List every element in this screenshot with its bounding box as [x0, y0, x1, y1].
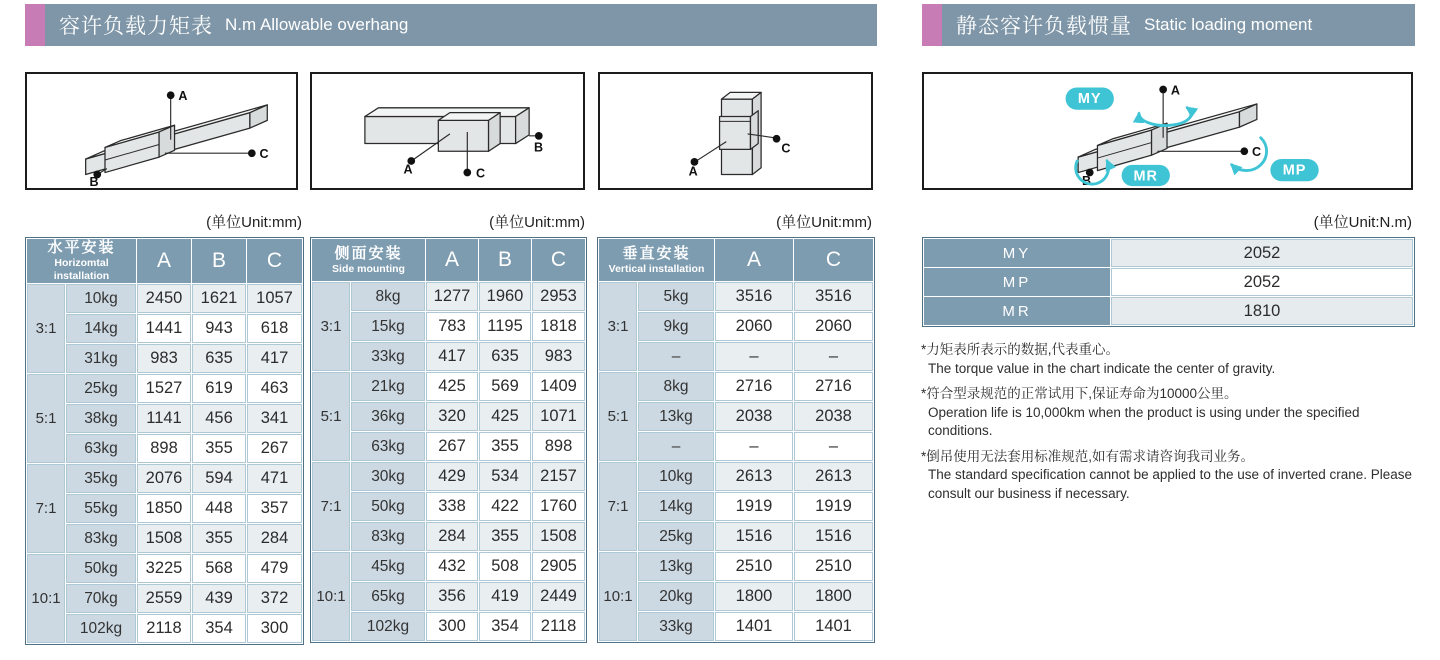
- moment-label-cell: MY: [924, 239, 1110, 267]
- load-cell: 33kg: [638, 612, 714, 641]
- value-cell: 422: [479, 492, 531, 521]
- load-cell: 55kg: [66, 494, 136, 523]
- load-cell: 10kg: [66, 284, 136, 313]
- ratio-cell: 10:1: [599, 552, 637, 641]
- value-cell: –: [715, 342, 793, 371]
- load-cell: 63kg: [66, 434, 136, 463]
- value-cell: 534: [479, 462, 531, 491]
- column-header-c: C: [247, 239, 302, 283]
- load-cell: 21kg: [351, 372, 425, 401]
- value-cell: 2716: [794, 372, 873, 401]
- table-row: [599, 612, 873, 641]
- axis-label-a: A: [688, 164, 698, 179]
- right-header-title-zh: 静态容许负载惯量: [956, 15, 1132, 38]
- value-cell: 1516: [715, 522, 793, 551]
- header-accent-block: [922, 4, 942, 46]
- table-row: [27, 584, 302, 613]
- table-row: [27, 554, 302, 583]
- axis-label-a: A: [178, 89, 188, 104]
- value-cell: 1277: [426, 282, 478, 311]
- moment-rail-illustration: [924, 74, 1411, 188]
- value-cell: 355: [479, 432, 531, 461]
- table-row: [599, 492, 873, 521]
- value-cell: 372: [247, 584, 302, 613]
- ratio-cell: 3:1: [599, 282, 637, 371]
- load-cell: 14kg: [66, 314, 136, 343]
- value-cell: 2559: [137, 584, 191, 613]
- axis-label-b: B: [533, 140, 544, 155]
- value-cell: 355: [192, 434, 246, 463]
- load-cell: 14kg: [638, 492, 714, 521]
- value-cell: 429: [426, 462, 478, 491]
- load-cell: 9kg: [638, 312, 714, 341]
- column-header-b: B: [192, 239, 246, 283]
- value-cell: 2038: [715, 402, 793, 431]
- value-cell: 943: [192, 314, 246, 343]
- value-cell: 471: [247, 464, 302, 493]
- value-cell: 635: [479, 342, 531, 371]
- load-cell: 50kg: [66, 554, 136, 583]
- value-cell: 456: [192, 404, 246, 433]
- value-cell: 320: [426, 402, 478, 431]
- moment-label-cell: MP: [924, 268, 1110, 296]
- value-cell: 419: [479, 582, 531, 611]
- value-cell: 898: [532, 432, 585, 461]
- ratio-cell: 10:1: [27, 554, 65, 643]
- load-cell: 30kg: [351, 462, 425, 491]
- load-cell: 8kg: [351, 282, 425, 311]
- load-cell: 10kg: [638, 462, 714, 491]
- ratio-cell: 10:1: [312, 552, 350, 641]
- value-cell: 448: [192, 494, 246, 523]
- load-cell: 102kg: [351, 612, 425, 641]
- table-row: [599, 282, 873, 311]
- value-cell: 1960: [479, 282, 531, 311]
- table-row: [312, 582, 585, 611]
- load-cell: 13kg: [638, 402, 714, 431]
- value-cell: 3225: [137, 554, 191, 583]
- table-title-en: Side mounting: [332, 262, 405, 275]
- footnotes: [921, 341, 1427, 510]
- footnote-zh: *符合型录规范的正常试用下,保证寿命为10000公里。: [921, 386, 1238, 401]
- value-cell: –: [794, 432, 873, 461]
- value-cell: 1800: [715, 582, 793, 611]
- right-header-title-en: Static loading moment: [1144, 15, 1313, 34]
- column-header-c: C: [794, 239, 873, 281]
- table-row: [599, 342, 873, 371]
- table-row: [312, 612, 585, 641]
- value-cell: 635: [192, 344, 246, 373]
- column-header-a: A: [426, 239, 478, 281]
- value-cell: 1919: [794, 492, 873, 521]
- ratio-cell: 7:1: [599, 462, 637, 551]
- table-title-zh: 垂直安装: [622, 244, 691, 262]
- table-row: [312, 342, 585, 371]
- value-cell: 2450: [137, 284, 191, 313]
- table-title-zh: 侧面安装: [334, 244, 403, 262]
- value-cell: 508: [479, 552, 531, 581]
- table-title-en: Vertical installation: [608, 262, 705, 275]
- horizontal-installation-table: [25, 237, 304, 645]
- right-section-header: [922, 4, 1415, 46]
- value-cell: 618: [247, 314, 302, 343]
- value-cell: 983: [137, 344, 191, 373]
- mr-pill-label: MR: [1133, 168, 1158, 185]
- side-rail-illustration: [312, 74, 583, 188]
- unit-label-horizontal: (单位Unit:mm): [206, 214, 302, 231]
- moment-value-cell: 2052: [1111, 268, 1413, 296]
- load-cell: 83kg: [351, 522, 425, 551]
- value-cell: 356: [426, 582, 478, 611]
- unit-label-vertical: (单位Unit:mm): [776, 214, 872, 231]
- load-cell: 25kg: [66, 374, 136, 403]
- moment-label-cell: MR: [924, 297, 1110, 325]
- table-row: [27, 614, 302, 643]
- value-cell: 1516: [794, 522, 873, 551]
- footnote-en: The torque value in the chart indicate the center of gravity.: [928, 360, 1276, 376]
- value-cell: 1401: [794, 612, 873, 641]
- unit-label-side: (单位Unit:mm): [489, 214, 585, 231]
- value-cell: 2038: [794, 402, 873, 431]
- value-cell: 1508: [532, 522, 585, 551]
- load-cell: 15kg: [351, 312, 425, 341]
- value-cell: 2060: [794, 312, 873, 341]
- table-row: [599, 312, 873, 341]
- value-cell: 354: [479, 612, 531, 641]
- table-row: [27, 374, 302, 403]
- diagram-static-moment: [922, 72, 1413, 190]
- value-cell: 2716: [715, 372, 793, 401]
- table-header-row: [27, 239, 302, 283]
- table-header-row: [599, 239, 873, 281]
- load-cell: 8kg: [638, 372, 714, 401]
- value-cell: 2953: [532, 282, 585, 311]
- table-row: [312, 402, 585, 431]
- footnote: [921, 341, 1427, 378]
- ratio-cell: 7:1: [312, 462, 350, 551]
- value-cell: 1057: [247, 284, 302, 313]
- ratio-cell: 5:1: [599, 372, 637, 461]
- table-row: [312, 312, 585, 341]
- footnote-en: Operation life is 10,000km when the product is using under the specified conditions.: [928, 404, 1360, 438]
- vertical-rail-illustration: [600, 74, 871, 188]
- load-cell: 65kg: [351, 582, 425, 611]
- table-row: [312, 372, 585, 401]
- table-row: [27, 464, 302, 493]
- value-cell: 463: [247, 374, 302, 403]
- value-cell: 1621: [192, 284, 246, 313]
- value-cell: 284: [247, 524, 302, 553]
- table-row: [312, 282, 585, 311]
- load-cell: 5kg: [638, 282, 714, 311]
- load-cell: 38kg: [66, 404, 136, 433]
- value-cell: 983: [532, 342, 585, 371]
- value-cell: 2157: [532, 462, 585, 491]
- value-cell: 3516: [715, 282, 793, 311]
- footnote: [921, 385, 1427, 441]
- value-cell: 1409: [532, 372, 585, 401]
- table-row: [599, 432, 873, 461]
- left-header-title-zh: 容许负载力矩表: [59, 15, 213, 38]
- table-row: [312, 462, 585, 491]
- value-cell: 1195: [479, 312, 531, 341]
- value-cell: 355: [192, 524, 246, 553]
- value-cell: –: [794, 342, 873, 371]
- axis-label-a: A: [1170, 83, 1180, 98]
- load-cell: 70kg: [66, 584, 136, 613]
- table-row: [924, 239, 1413, 267]
- axis-label-a: A: [403, 162, 413, 177]
- value-cell: 357: [247, 494, 302, 523]
- column-header-a: A: [715, 239, 793, 281]
- axis-label-c: C: [1252, 145, 1262, 160]
- value-cell: 439: [192, 584, 246, 613]
- value-cell: 1800: [794, 582, 873, 611]
- left-header-title-en: N.m Allowable overhang: [225, 15, 409, 34]
- value-cell: 2076: [137, 464, 191, 493]
- load-cell: 20kg: [638, 582, 714, 611]
- value-cell: 341: [247, 404, 302, 433]
- load-cell: –: [638, 432, 714, 461]
- load-cell: 63kg: [351, 432, 425, 461]
- table-row: [599, 372, 873, 401]
- header-accent-block: [25, 4, 45, 46]
- ratio-cell: 7:1: [27, 464, 65, 553]
- ratio-cell: 3:1: [312, 282, 350, 371]
- static-loading-moment-table: [922, 237, 1415, 327]
- load-cell: 36kg: [351, 402, 425, 431]
- footnote: [921, 448, 1427, 504]
- load-cell: 13kg: [638, 552, 714, 581]
- table-title-cell: [599, 239, 714, 281]
- value-cell: 3516: [794, 282, 873, 311]
- table-row: [27, 404, 302, 433]
- value-cell: 1401: [715, 612, 793, 641]
- axis-label-b: B: [89, 175, 99, 188]
- axis-label-c: C: [259, 147, 269, 162]
- value-cell: 1071: [532, 402, 585, 431]
- value-cell: 432: [426, 552, 478, 581]
- table-row: [312, 522, 585, 551]
- table-row: [924, 268, 1413, 296]
- ratio-cell: 5:1: [27, 374, 65, 463]
- table-title-en: Horizomtal installation: [53, 257, 110, 282]
- table-row: [27, 314, 302, 343]
- load-cell: 25kg: [638, 522, 714, 551]
- value-cell: 568: [192, 554, 246, 583]
- axis-label-b: B: [1082, 174, 1092, 188]
- value-cell: 300: [426, 612, 478, 641]
- table-row: [599, 462, 873, 491]
- value-cell: 425: [426, 372, 478, 401]
- table-row: [599, 582, 873, 611]
- value-cell: 425: [479, 402, 531, 431]
- load-cell: 35kg: [66, 464, 136, 493]
- value-cell: 594: [192, 464, 246, 493]
- value-cell: 354: [192, 614, 246, 643]
- value-cell: 417: [247, 344, 302, 373]
- my-pill-label: MY: [1077, 90, 1102, 107]
- side-mounting-table: [310, 237, 587, 643]
- load-cell: 33kg: [351, 342, 425, 371]
- value-cell: 569: [479, 372, 531, 401]
- value-cell: 1141: [137, 404, 191, 433]
- vertical-installation-table: [597, 237, 875, 643]
- value-cell: 1527: [137, 374, 191, 403]
- axis-label-c: C: [476, 166, 486, 181]
- table-row: [312, 432, 585, 461]
- value-cell: 783: [426, 312, 478, 341]
- load-cell: –: [638, 342, 714, 371]
- ratio-cell: 3:1: [27, 284, 65, 373]
- value-cell: 338: [426, 492, 478, 521]
- value-cell: 2060: [715, 312, 793, 341]
- table-row: [27, 494, 302, 523]
- table-row: [312, 552, 585, 581]
- moment-value-cell: 2052: [1111, 239, 1413, 267]
- value-cell: 300: [247, 614, 302, 643]
- value-cell: 355: [479, 522, 531, 551]
- value-cell: 2118: [532, 612, 585, 641]
- value-cell: 2613: [794, 462, 873, 491]
- axis-label-c: C: [781, 141, 791, 156]
- value-cell: 267: [247, 434, 302, 463]
- load-cell: 50kg: [351, 492, 425, 521]
- ratio-cell: 5:1: [312, 372, 350, 461]
- diagram-vertical-installation: [598, 72, 873, 190]
- value-cell: 1919: [715, 492, 793, 521]
- footnote-en: The standard specification cannot be applied to the use of inverted crane. Please consult our business if necessary.: [928, 467, 1413, 501]
- value-cell: 1818: [532, 312, 585, 341]
- moment-value-cell: 1810: [1111, 297, 1413, 325]
- unit-label-moment: (单位Unit:N.m): [1313, 214, 1412, 231]
- table-row: [27, 284, 302, 313]
- value-cell: 2905: [532, 552, 585, 581]
- footnote-zh: *力矩表所表示的数据,代表重心。: [921, 342, 1120, 357]
- value-cell: 1850: [137, 494, 191, 523]
- value-cell: 2118: [137, 614, 191, 643]
- column-header-c: C: [532, 239, 585, 281]
- value-cell: 2613: [715, 462, 793, 491]
- table-title-cell: [27, 239, 136, 283]
- table-row: [27, 524, 302, 553]
- column-header-b: B: [479, 239, 531, 281]
- value-cell: 2449: [532, 582, 585, 611]
- mp-pill-label: MP: [1282, 162, 1307, 179]
- value-cell: 2510: [715, 552, 793, 581]
- load-cell: 102kg: [66, 614, 136, 643]
- table-row: [27, 434, 302, 463]
- table-row: [599, 552, 873, 581]
- table-row: [599, 402, 873, 431]
- value-cell: 479: [247, 554, 302, 583]
- table-title-cell: [312, 239, 425, 281]
- column-header-a: A: [137, 239, 191, 283]
- value-cell: 1760: [532, 492, 585, 521]
- footnote-zh: *倒吊使用无法套用标准规范,如有需求请咨询我司业务。: [921, 448, 1255, 464]
- load-cell: 83kg: [66, 524, 136, 553]
- load-cell: 31kg: [66, 344, 136, 373]
- table-row: [924, 297, 1413, 325]
- value-cell: 417: [426, 342, 478, 371]
- table-row: [27, 344, 302, 373]
- diagram-horizontal-installation: [25, 72, 298, 190]
- value-cell: 1508: [137, 524, 191, 553]
- table-row: [599, 522, 873, 551]
- value-cell: –: [715, 432, 793, 461]
- table-header-row: [312, 239, 585, 281]
- value-cell: 267: [426, 432, 478, 461]
- value-cell: 619: [192, 374, 246, 403]
- table-row: [312, 492, 585, 521]
- value-cell: 898: [137, 434, 191, 463]
- horizontal-rail-illustration: [27, 74, 296, 188]
- load-cell: 45kg: [351, 552, 425, 581]
- diagram-side-mounting: [310, 72, 585, 190]
- value-cell: 2510: [794, 552, 873, 581]
- table-title-zh: 水平安装: [47, 239, 116, 256]
- value-cell: 1441: [137, 314, 191, 343]
- left-section-header: [25, 4, 877, 46]
- value-cell: 284: [426, 522, 478, 551]
